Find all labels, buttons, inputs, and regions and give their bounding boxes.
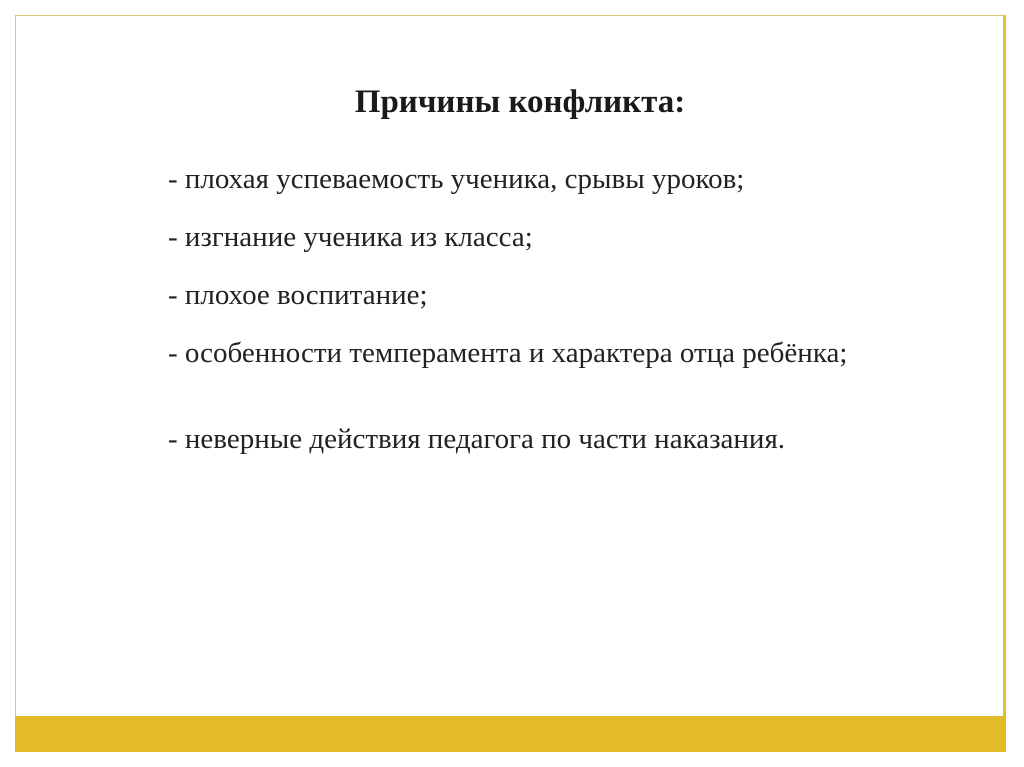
causes-list — [168, 163, 888, 495]
slide-title: Причины конфликта: — [354, 84, 686, 120]
list-item: - неверные действия педагога по части наказания. — [168, 423, 786, 455]
bottom-accent-bar — [15, 716, 1006, 752]
list-item: - плохое воспитание; — [168, 279, 428, 311]
list-item: - изгнание ученика из класса; — [168, 221, 533, 253]
list-item: - плохая успеваемость ученика, срывы уроков; — [168, 163, 745, 195]
list-item: - особенности темперамента и характера отца ребёнка; — [168, 337, 848, 369]
